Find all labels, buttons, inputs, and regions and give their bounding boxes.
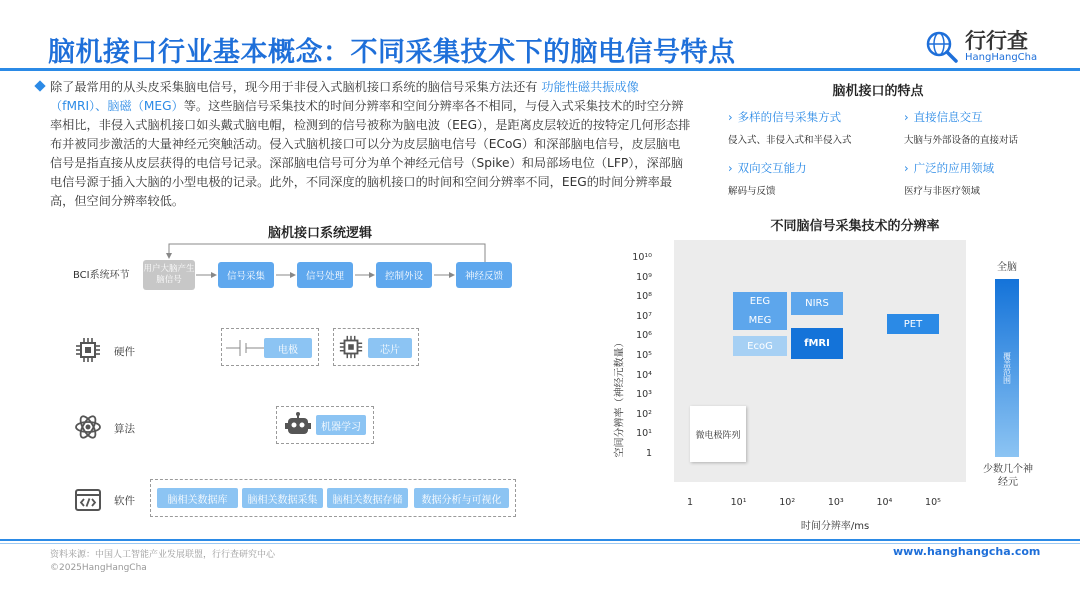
logic-title: 脑机接口系统逻辑	[267, 226, 372, 241]
feature-head: 双向交互能力	[737, 161, 807, 175]
software-chip: 脑相关数据采集	[242, 488, 323, 508]
feature-sub: 医疗与非医疗领域	[904, 186, 981, 197]
features-title: 脑机接口的特点	[832, 84, 924, 99]
chip-chip: 芯片	[368, 338, 412, 358]
tech-eeg: EEG	[733, 292, 787, 311]
flow-step: 信号处理	[297, 262, 353, 288]
tech-nirs: NIRS	[791, 292, 843, 315]
y-tick-label: 10¹	[636, 428, 652, 440]
algorithm-label: 算法	[114, 423, 135, 435]
y-tick-label: 10³	[636, 389, 652, 401]
software-chip: 脑相关数据库	[157, 488, 238, 508]
flow-connectors	[0, 0, 640, 300]
logo[interactable]	[925, 30, 1037, 64]
software-chip: 脑相关数据存储	[327, 488, 408, 508]
chevron-right-icon: ›	[728, 110, 733, 124]
chevron-right-icon: ›	[728, 161, 733, 175]
website-link[interactable]: www.hanghangcha.com	[893, 545, 1041, 558]
chevron-right-icon: ›	[904, 161, 909, 175]
atom-icon	[74, 413, 102, 441]
feature-head: 多样的信号采集方式	[737, 110, 842, 124]
tech-meg: MEG	[733, 310, 787, 330]
range-top-label: 全脑	[997, 262, 1017, 273]
chip-icon	[338, 334, 364, 360]
y-tick-label: 10²	[636, 408, 652, 420]
x-tick-label: 10⁵	[925, 497, 941, 508]
y-tick-label: 1	[645, 448, 652, 459]
electrode-chip: 电极	[264, 338, 312, 358]
magnifier-globe-icon	[925, 30, 959, 64]
y-tick-label: 10⁷	[636, 310, 652, 322]
x-tick-label: 10³	[827, 497, 844, 508]
y-axis-label: 空间分辨率（神经元数量）	[614, 337, 626, 458]
tech-ecog: EcoG	[733, 336, 787, 356]
tech-pet: PET	[887, 314, 939, 334]
footer-divider-thin	[0, 543, 1080, 544]
tech-fmri: fMRI	[791, 328, 843, 359]
x-tick-label: 10¹	[730, 497, 747, 508]
software-label: 软件	[114, 495, 135, 507]
feature-head: 广泛的应用领域	[913, 161, 995, 175]
y-tick-label: 10⁵	[636, 350, 652, 361]
chart-title: 不同脑信号采集技术的分辨率	[770, 219, 940, 234]
tech-microelectrode-array: 微电极阵列	[690, 406, 746, 462]
feature-item	[728, 160, 904, 197]
feature-sub: 大脑与外部设备的直接对话	[904, 135, 1019, 146]
x-tick-label: 1	[686, 497, 694, 508]
features-panel	[728, 80, 1028, 197]
flow-source-box: 用户大脑产生脑信号	[143, 260, 195, 290]
x-tick-label: 10²	[779, 497, 796, 508]
flow-step: 神经反馈	[456, 262, 512, 288]
y-tick-label: 10⁹	[636, 271, 652, 283]
range-bottom-label: 少数几个神经元	[983, 464, 1033, 488]
flow-step: 信号采集	[218, 262, 274, 288]
feedback-loop-line	[169, 244, 485, 262]
range-bar-label: 覆盖范围	[1002, 352, 1012, 384]
feature-head: 直接信息交互	[913, 110, 983, 124]
y-tick-label: 10⁸	[636, 291, 652, 303]
y-tick-label: 10¹⁰	[632, 252, 652, 263]
intro-highlight: 功能性磁共振成像（fMRI）、脑磁（MEG）	[50, 80, 639, 113]
feature-item	[904, 160, 1028, 197]
ml-chip: 机器学习	[316, 415, 366, 435]
code-window-icon	[74, 486, 102, 514]
copyright: ©2025HangHangCha	[50, 563, 147, 573]
flow-step: 控制外设	[376, 262, 432, 288]
source-note: 资料来源：中国人工智能产业发展联盟，行行查研究中心	[50, 550, 276, 560]
chip-icon	[74, 336, 102, 364]
feature-item	[728, 109, 904, 146]
logo-name-en: HangHangCha	[965, 52, 1038, 63]
hardware-label: 硬件	[114, 346, 135, 358]
bci-label: BCI系统环节	[73, 270, 130, 281]
electrode-symbol-icon	[226, 338, 266, 358]
page-title: 脑机接口行业基本概念：不同采集技术下的脑电信号特点	[48, 37, 736, 68]
intro-text-1: 除了最常用的从头皮采集脑电信号，现今用于非侵入式脑机接口系统的脑信号采集方法还有	[50, 80, 542, 94]
intro-text-2: 等。这些脑信号采集技术的时间分辨率和空间分辨率各不相同，与侵入式采集技术的时空分辨率相比，非侵入式脑机接口如头戴式脑电帽，检测到的信号被称为脑电波（EEG），是距离皮层较近的按特定几何形态排布并被同步激活的大量神经元突触活动。侵入式脑机接口可以分为皮层脑电信号（ECoG）和深部脑电信号，皮层脑电信号是指直接从皮层获得的电信号记录。深部脑电信号可分为单个神经元信号（Spike）和局部场电位（LFP），深部脑电信号源于插入大脑的小型电极的记录。此外，不同深度的脑机接口的时间和空间分辨率不同，EEG的时间分辨率最高，但空间分辨率较低。	[50, 99, 691, 208]
y-tick-label: 10⁴	[636, 369, 652, 381]
software-chip: 数据分析与可视化	[414, 488, 509, 508]
feature-item	[904, 109, 1028, 146]
coverage-range-bar	[995, 279, 1019, 457]
y-tick-label: 10⁶	[636, 330, 652, 342]
logo-name: 行行查	[965, 29, 1028, 53]
chevron-right-icon: ›	[904, 110, 909, 124]
x-tick-label: 10⁴	[876, 497, 893, 508]
feature-sub: 解码与反馈	[728, 186, 776, 197]
x-axis-label: 时间分辨率/ms	[800, 521, 870, 532]
feature-sub: 侵入式、非侵入式和半侵入式	[728, 135, 852, 146]
footer-divider	[0, 539, 1080, 541]
robot-icon	[284, 412, 312, 438]
